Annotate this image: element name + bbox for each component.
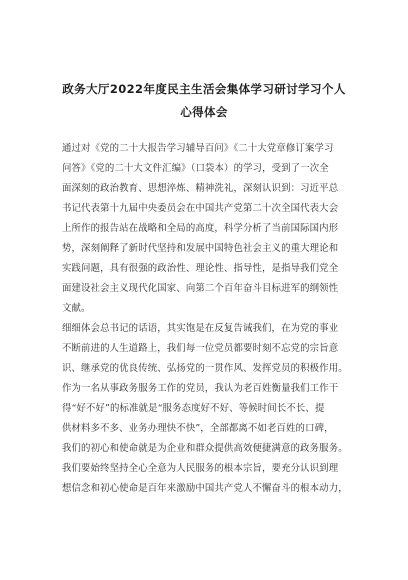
- paragraph-line: 面深刻的政治教育、思想淬炼、精神洗礼，深刻认识到：习近平总: [62, 183, 339, 194]
- paragraph-line: 书记代表第十九届中央委员会在中国共产党第二十次全国代表大会: [62, 203, 339, 214]
- paragraph-line: 上所作的报告站在战略和全局的高度，科学分析了当前国际国内形: [62, 223, 339, 234]
- document-title-line-1: 政务大厅2022年度民主生活会集体学习研讨学习个人: [62, 82, 346, 96]
- paragraph-line: 通过对《党的二十大报告学习辅导百问》《二十大党章修订案学习: [62, 143, 334, 154]
- paragraph-line: 想信念和初心使命是百年来激励中国共产党人不懈奋斗的根本动力，: [62, 483, 348, 494]
- paragraph-line: 问答》《党的二十大文件汇编》（口袋本）的学习，受到了一次全: [62, 163, 329, 174]
- paragraph-line: 我们要始终坚持全心全意为人民服务的根本宗旨，要充分认识到理: [62, 463, 339, 474]
- paragraph-line: 细细体会总书记的话语，其实饱是在反复告诫我们，在为党的事业: [62, 323, 339, 334]
- document-title-line-2: 心得体会: [180, 105, 228, 119]
- paragraph-line: 供材料多不多、业务办理快不快”，全部都离不如老百姓的口碑，: [62, 423, 334, 434]
- paragraph-line: 识、继承党的优良传统、弘扬党的一贯作风、发挥党员的积极作用。: [62, 363, 348, 374]
- paragraph-line: 不断前进的人生道路上，我们每一位党员都要时刻不忘党的宗旨意: [62, 343, 339, 354]
- paragraph-line: 实践问题，具有很强的政治性、理论性、指导性，是指导我们党全: [62, 263, 339, 274]
- paragraph-line: 得“好不好”的标准就是“服务态度好不好、等候时间长不长、提: [62, 403, 325, 414]
- paragraph-line: 文献。: [62, 303, 91, 314]
- paragraph-line: 我们的初心和使命就是为企业和群众提供高效便捷满意的政务服务。: [62, 443, 348, 454]
- paragraph-line: 势，深刻阐释了新时代坚持和发展中国特色社会主义的重大理论和: [62, 243, 339, 254]
- paragraph-line: 作为一名从事政务服务工作的党员，我认为老百姓衡量我们工作干: [62, 383, 339, 394]
- paragraph-line: 面建设社会主义现代化国家、向第二个百年奋斗目标进军的纲领性: [62, 283, 339, 294]
